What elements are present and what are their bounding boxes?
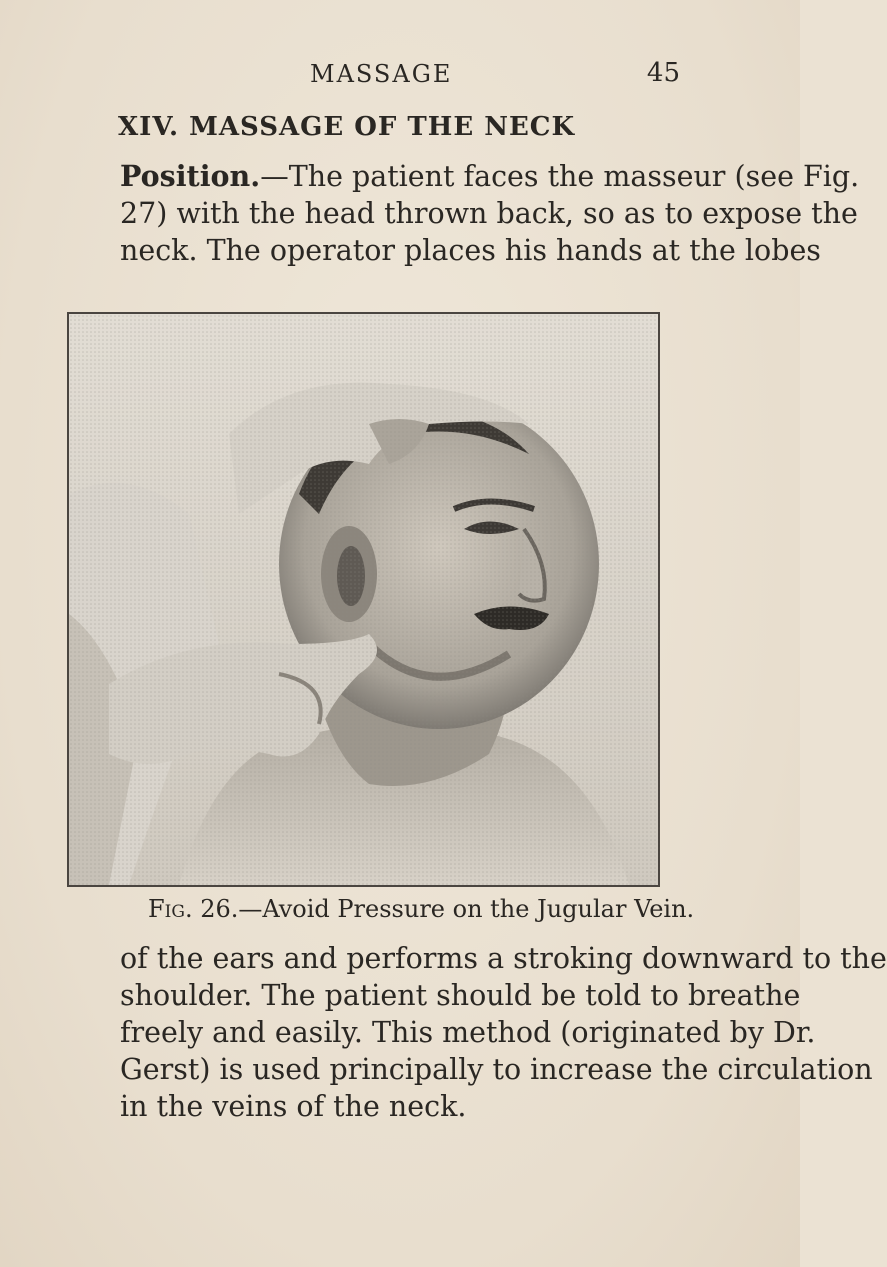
running-title: MASSAGE (310, 60, 453, 88)
paragraph-line: in the veins of the neck. (120, 1090, 467, 1123)
figure-caption (148, 895, 694, 923)
page-number: 45 (646, 58, 680, 88)
paragraph-line: shoulder. The patient should be told to breathe (120, 979, 801, 1012)
paragraph-line: 27) with the head thrown back, so as to expose the (120, 197, 858, 230)
paragraph-position (120, 158, 860, 269)
figure-label: Fig. (148, 895, 193, 923)
figure-caption-text: 26.—Avoid Pressure on the Jugular Vein. (192, 895, 695, 923)
paragraph-lead: Position. (120, 159, 261, 193)
paragraph-line: Position.—The patient faces the masseur (see Fig. (120, 159, 860, 193)
paragraph-line: Gerst) is used principally to increase the circulation (120, 1053, 873, 1086)
paragraph-line: neck. The operator places his hands at the lobes (120, 234, 821, 267)
section-title: XIV. MASSAGE OF THE NECK (118, 112, 576, 142)
paragraph-line: freely and easily. This method (originated by Dr. (120, 1016, 816, 1049)
neck-massage-photo (69, 314, 658, 885)
paragraph-continuation (120, 940, 887, 1125)
paragraph-line: of the ears and performs a stroking downward to the (120, 942, 887, 975)
running-head (110, 60, 680, 94)
figure-photograph (67, 312, 660, 887)
